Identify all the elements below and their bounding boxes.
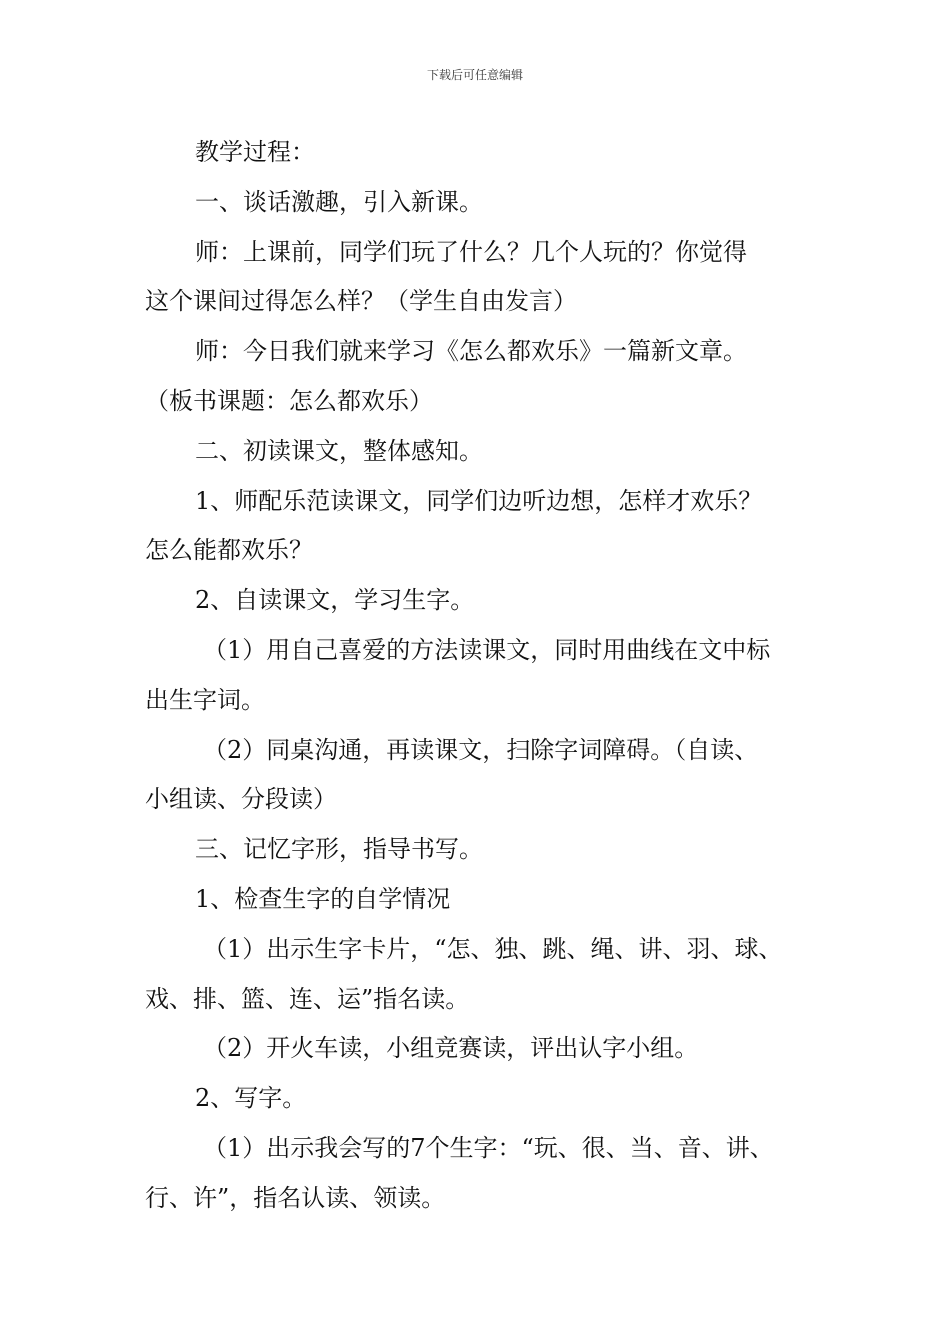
paragraph-line: 小组读、分段读） [145, 785, 337, 814]
paragraph-line: 一、谈话激趣，引入新课。 [195, 187, 483, 216]
paragraph-line: （1）出示生字卡片，“怎、独、跳、绳、讲、羽、球、 [203, 934, 783, 963]
paragraph-line: 2、自读课文，学习生字。 [195, 586, 475, 615]
paragraph-line: （2）同桌沟通，再读课文，扫除字词障碍。（自读、 [203, 735, 759, 764]
paragraph-line: 二、初读课文，整体感知。 [195, 436, 483, 465]
paragraph-line: 行、许”，指名认读、领读。 [145, 1183, 446, 1212]
document-body [145, 128, 825, 1224]
paragraph-line: （2）开火车读，小组竞赛读，评出认字小组。 [203, 1034, 699, 1063]
paragraph-line: 戏、排、篮、连、运”指名读。 [145, 984, 470, 1013]
page-header: 下载后可任意编辑 [426, 68, 523, 82]
paragraph-line: 怎么能都欢乐？ [145, 536, 313, 565]
paragraph-line: 出生字词。 [145, 685, 265, 714]
paragraph-line: 三、记忆字形，指导书写。 [195, 835, 483, 864]
paragraph-line: 师：上课前，同学们玩了什么？几个人玩的？你觉得 [195, 237, 747, 266]
paragraph-line: （板书课题：怎么都欢乐） [145, 386, 433, 415]
paragraph-line: 2、写字。 [195, 1084, 307, 1113]
paragraph-line: 1、师配乐范读课文，同学们边听边想，怎样才欢乐？ [195, 486, 763, 515]
paragraph-line: （1）用自己喜爱的方法读课文，同时用曲线在文中标 [203, 635, 771, 664]
paragraph-line: 教学过程： [195, 138, 315, 166]
paragraph-line: 1、检查生字的自学情况 [195, 884, 451, 913]
paragraph-line: （1）出示我会写的7个生字：“玩、很、当、音、讲、 [203, 1133, 774, 1162]
paragraph-line: 这个课间过得怎么样？（学生自由发言） [145, 287, 577, 316]
paragraph-line: 师：今日我们就来学习《怎么都欢乐》一篇新文章。 [195, 337, 747, 366]
